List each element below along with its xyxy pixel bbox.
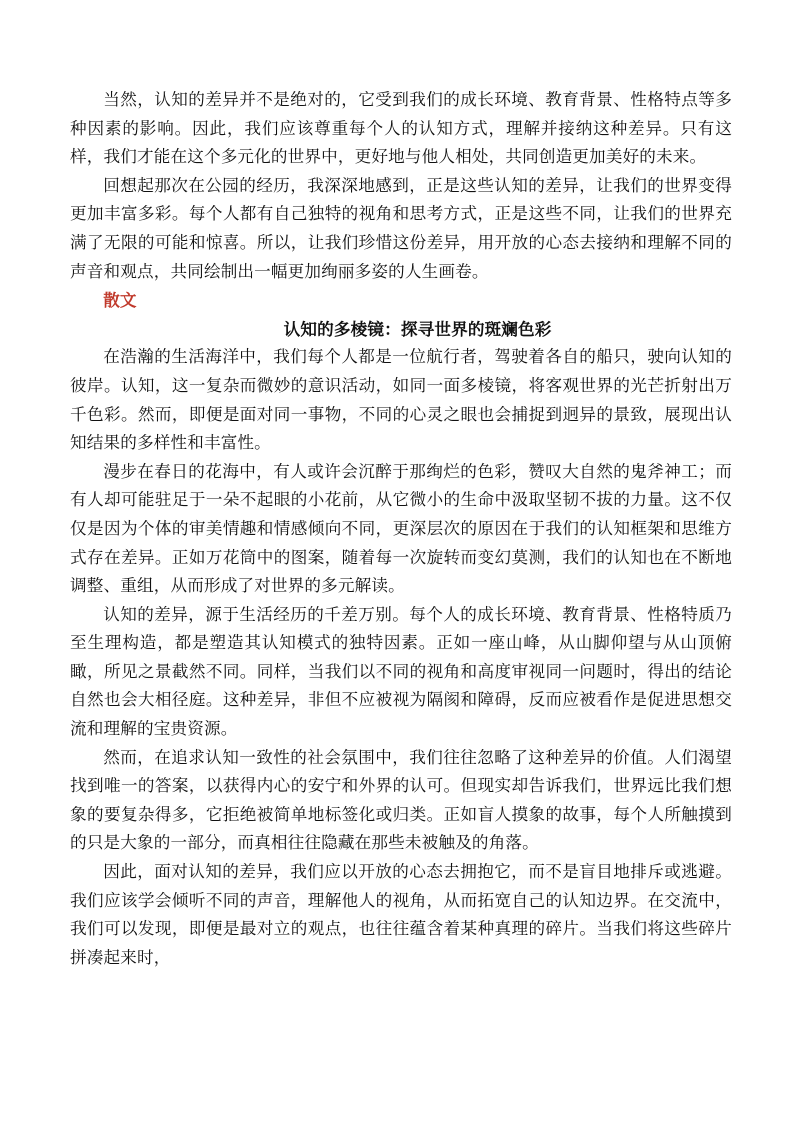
essay-title: 认知的多棱镜：探寻世界的斑斓色彩 xyxy=(283,318,552,339)
essay-paragraph: 在浩瀚的生活海洋中，我们每个人都是一位航行者，驾驶着各自的船只，驶向认知的彼岸。认知，这一复杂而微妙的意识活动，如同一面多棱镜，将客观世界的光芒折射出万千色彩。然而，即便是面对同一事物，不同的心灵之眼也会捕捉到迥异的景致，展现出认知结果的多样性和丰富性。 xyxy=(70,347,732,453)
body-paragraph: 回想起那次在公园的经历，我深深地感到，正是这些认知的差异，让我们的世界变得更加丰富多彩。每个人都有自己独特的视角和思考方式，正是这些不同，让我们的世界充满了无限的可能和惊喜。所以，让我们珍惜这份差异，用开放的心态去接纳和理解不同的声音和观点，共同绘制出一幅更加绚丽多姿的人生画卷。 xyxy=(70,175,732,281)
document-body xyxy=(70,86,732,972)
essay-paragraph: 因此，面对认知的差异，我们应以开放的心态去拥抱它，而不是盲目地排斥或逃避。我们应该学会倾听不同的声音，理解他人的视角，从而拓宽自己的认知边界。在交流中，我们可以发现，即便是最对立的观点，也往往蕴含着某种真理的碎片。当我们将这些碎片拼凑起来时， xyxy=(70,862,732,967)
essay-paragraph: 漫步在春日的花海中，有人或许会沉醉于那绚烂的色彩，赞叹大自然的鬼斧神工；而有人却可能驻足于一朵不起眼的小花前，从它微小的生命中汲取坚韧不拔的力量。这不仅仅是因为个体的审美情趣和情感倾向不同，更深层次的原因在于我们的认知框架和思维方式存在差异。正如万花筒中的图案，随着每一次旋转而变幻莫测，我们的认知也在不断地调整、重组，从而形成了对世界的多元解读。 xyxy=(70,461,732,596)
essay-paragraph: 然而，在追求认知一致性的社会氛围中，我们往往忽略了这种差异的价值。人们渴望找到唯一的答案，以获得内心的安宁和外界的认可。但现实却告诉我们，世界远比我们想象的要复杂得多，它拒绝被简单地标签化或归类。正如盲人摸象的故事，每个人所触摸到的只是大象的一部分，而真相往往隐藏在那些未被触及的角落。 xyxy=(70,747,732,853)
body-paragraph: 当然，认知的差异并不是绝对的，它受到我们的成长环境、教育背景、性格特点等多种因素的影响。因此，我们应该尊重每个人的认知方式，理解并接纳这种差异。只有这样，我们才能在这个多元化的世界中，更好地与他人相处，共同创造更加美好的未来。 xyxy=(70,90,732,167)
essay-paragraph: 认知的差异，源于生活经历的千差万别。每个人的成长环境、教育背景、性格特质乃至生理构造，都是塑造其认知模式的独特因素。正如一座山峰，从山脚仰望与从山顶俯瞰，所见之景截然不同。同样，当我们以不同的视角和高度审视同一问题时，得出的结论自然也会大相径庭。这种差异，非但不应被视为隔阂和障碍，反而应被看作是促进思想交流和理解的宝贵资源。 xyxy=(70,604,732,739)
genre-label: 散文 xyxy=(103,290,137,311)
